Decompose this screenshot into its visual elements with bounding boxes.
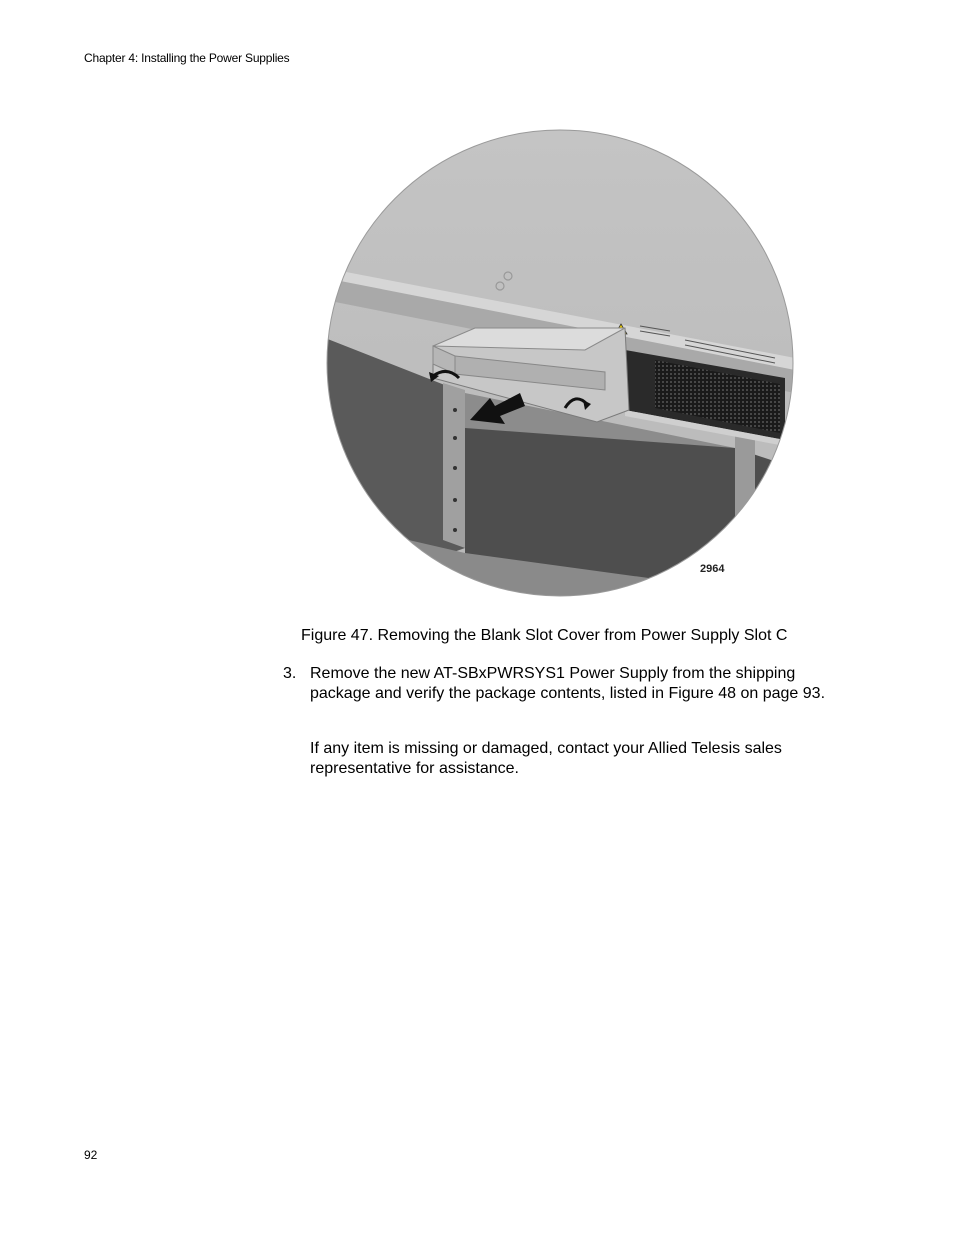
page-number: 92 xyxy=(84,1148,98,1162)
list-item xyxy=(283,664,843,704)
step-number: 3. xyxy=(283,665,297,682)
running-header: Chapter 4: Installing the Power Supplies xyxy=(84,51,290,65)
step-text: Remove the new AT-SBxPWRSYS1 Power Supply from the shipping package and verify the package contents, listed in Figure 48 on page 93. xyxy=(310,665,826,702)
figure-number-label: 2964 xyxy=(700,563,725,575)
figure-caption: Figure 47. Removing the Blank Slot Cover from Power Supply Slot C xyxy=(301,627,788,644)
step-note: If any item is missing or damaged, contact your Allied Telesis sales representative for assistance. xyxy=(310,740,782,777)
figure-illustration xyxy=(325,128,795,598)
